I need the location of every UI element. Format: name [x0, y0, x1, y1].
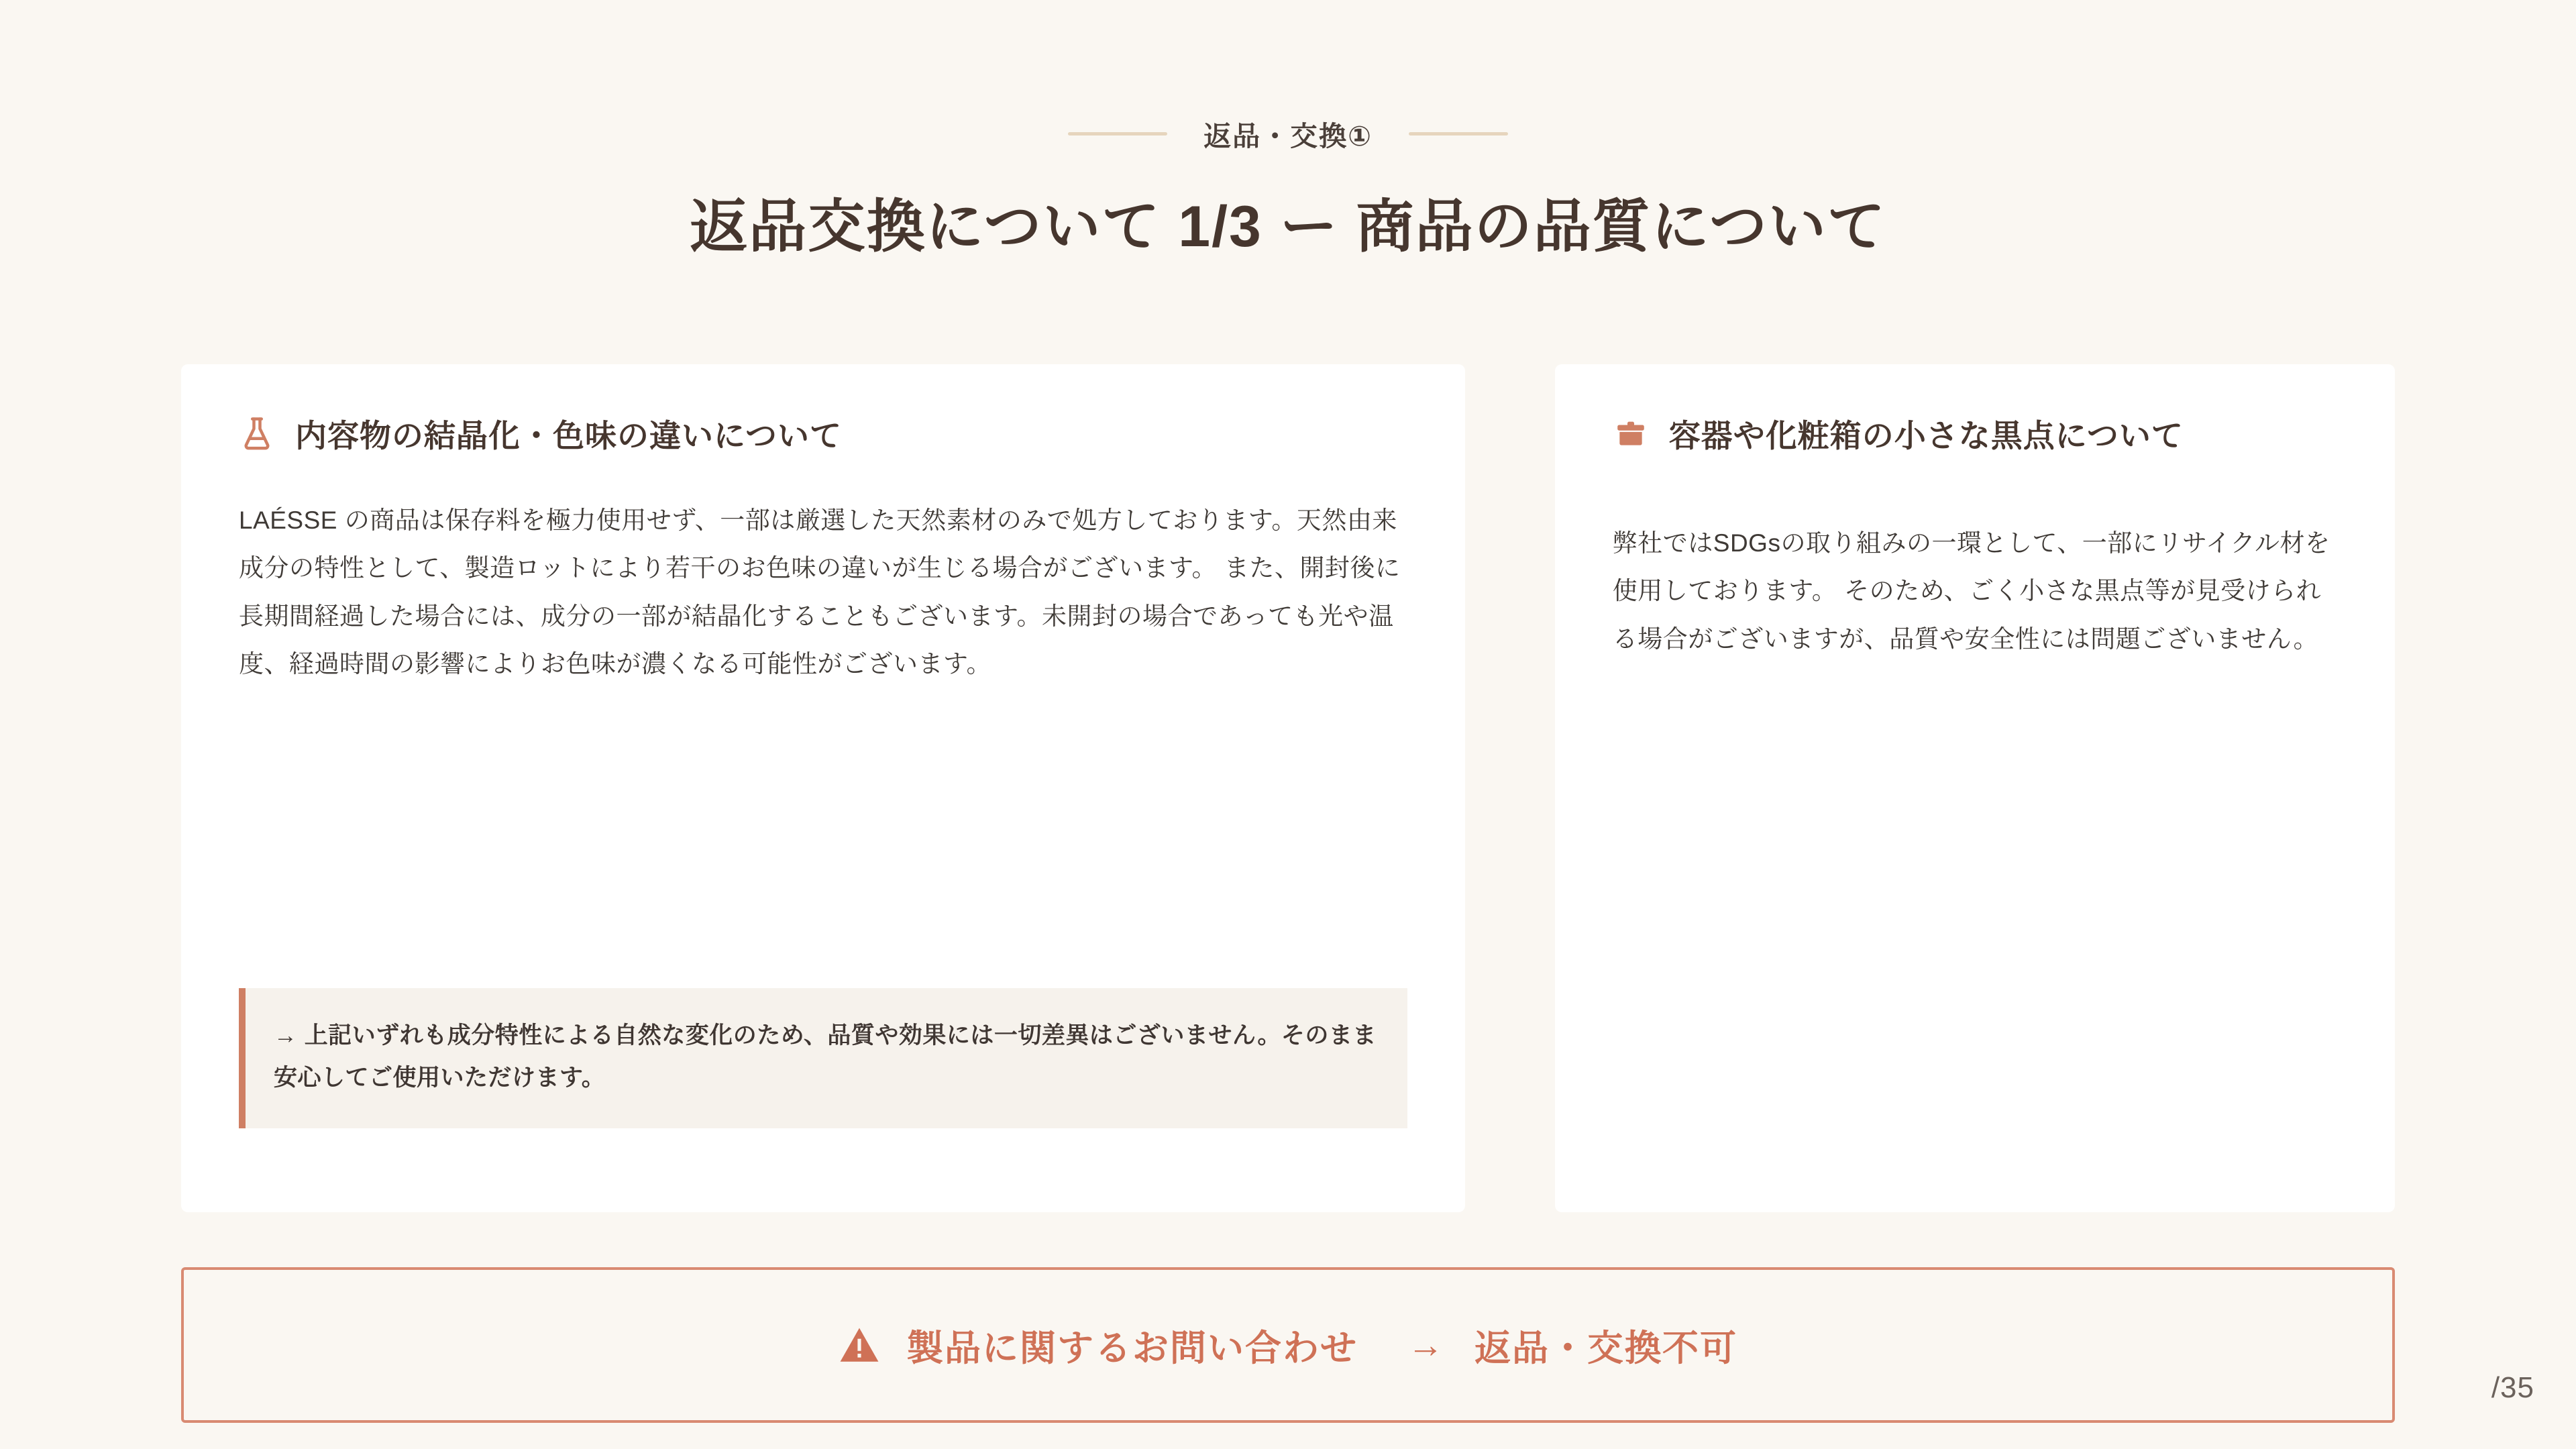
- callout-box: [239, 988, 1407, 1128]
- box-icon: [1613, 416, 1649, 452]
- callout-text: → 上記いずれも成分特性による自然な変化のため、品質や効果には一切差異はございません。そのまま安心してご使用いただけます。: [274, 1022, 1377, 1091]
- card-heading: 内容物の結晶化・色味の違いについて: [295, 418, 843, 453]
- flask-icon: [239, 416, 275, 452]
- card-header: [239, 411, 1407, 456]
- eyebrow-rule-right: [1409, 132, 1508, 136]
- page-title: 返品交換について 1/3 ー 商品の品質について: [690, 195, 1886, 259]
- eyebrow: [0, 114, 2576, 154]
- card-heading: 容器や化粧箱の小さな黒点について: [1668, 418, 2184, 453]
- contact-banner-label: 製品に関するお問い合わせ: [907, 1328, 1358, 1368]
- card-header: [1613, 411, 2337, 456]
- eyebrow-label: 返品・交換①: [1203, 121, 1373, 152]
- warning-triangle-icon: [839, 1326, 880, 1364]
- card-body-text: 弊社ではSDGsの取り組みの一環として、一部にリサイクル材を使用しております。 そのため、ごく小さな黒点等が見受けられる場合がございますが、品質や安全性には問題ございません。: [1612, 529, 2330, 653]
- card-container: [181, 364, 2395, 1212]
- card-black-spots: [1555, 364, 2395, 1212]
- eyebrow-rule-left: [1068, 132, 1167, 136]
- contact-banner: [181, 1267, 2395, 1423]
- arrow-icon: →: [1407, 1325, 1444, 1365]
- contact-banner-result: 返品・交換不可: [1474, 1328, 1737, 1368]
- card-crystallization: [181, 364, 1465, 1212]
- page-number: /35: [2491, 1371, 2534, 1404]
- card-body-text: LAÉSSE の商品は保存料を極力使用せず、一部は厳選した天然素材のみで処方しております。天然由来成分の特性として、製造ロットにより若干のお色味の違いが生じる場合がございます。 また、開封後に長期間経過した場合には、成分の一部が結晶化することもございます。未開封の場合であっても光や温度、経過時間の影響によりお色味が濃くなる可能性がございます。: [239, 506, 1401, 678]
